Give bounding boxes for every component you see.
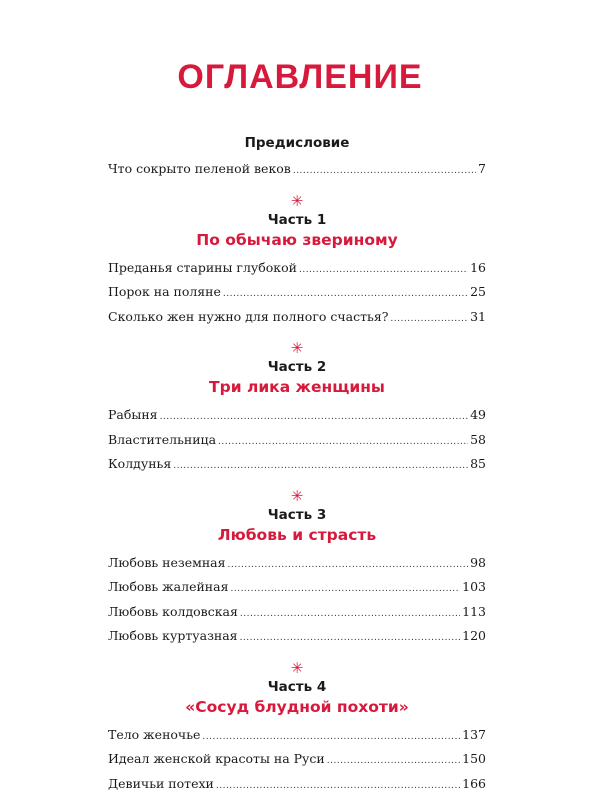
entry-title: Идеал женской красоты на Руси [108,748,325,770]
entry-title: Любовь неземная [108,552,226,574]
entry-title: Рабыня [108,404,158,426]
toc-entry[interactable] [108,453,486,478]
entry-page: 58 [470,429,486,451]
preface-heading: Предисловие [108,135,486,152]
toc-entry[interactable] [108,724,486,749]
dot-leader [293,161,476,183]
entry-title: Любовь жалейная [108,576,228,598]
toc-entry[interactable] [108,601,486,626]
preface-section [108,135,486,183]
part-title: «Сосуд блудной похоти» [108,696,486,718]
entry-page: 137 [462,724,486,746]
toc-entry[interactable] [108,404,486,429]
part-title: Любовь и страсть [108,524,486,546]
table-of-contents [108,135,486,797]
entry-page: 166 [462,773,486,795]
dot-leader [230,579,460,601]
dot-leader [240,628,461,650]
part-label: Часть 4 [108,679,486,696]
entry-page: 120 [462,625,486,647]
entry-page: 113 [462,601,486,623]
dot-leader [327,751,460,773]
separator-asterisk-icon: ✳ [108,193,486,209]
entry-page: 103 [462,576,486,598]
entry-page: 98 [470,552,486,574]
separator-asterisk-icon: ✳ [108,660,486,676]
dot-leader [160,407,469,429]
toc-entry[interactable] [108,576,486,601]
dot-leader [228,555,469,577]
dot-leader [299,260,468,282]
toc-entry[interactable] [108,625,486,650]
part-title: По обычаю звериному [108,229,486,251]
entry-page: 25 [470,281,486,303]
entry-page: 31 [470,306,486,328]
part-label: Часть 1 [108,212,486,229]
entry-title: Тело женочье [108,724,200,746]
dot-leader [202,727,460,749]
entry-page: 85 [470,453,486,475]
dot-leader [216,776,460,797]
entry-title: Девичьи потехи [108,773,214,795]
dot-leader [218,432,468,454]
part-label: Часть 3 [108,507,486,524]
entry-page: 49 [470,404,486,426]
entry-title: Сколько жен нужно для полного счастья? [108,306,388,328]
part-3-section [108,507,486,650]
dot-leader [390,309,468,331]
toc-entry[interactable] [108,429,486,454]
entry-title: Любовь колдовская [108,601,238,623]
entry-title: Колдунья [108,453,171,475]
toc-entry[interactable] [108,306,486,331]
toc-entry[interactable] [108,748,486,773]
part-1-section [108,212,486,331]
dot-leader [173,456,468,478]
dot-leader [240,604,460,626]
entry-title: Любовь куртуазная [108,625,238,647]
entry-title: Властительница [108,429,216,451]
part-2-section [108,359,486,478]
toc-entry[interactable] [108,158,486,183]
separator-asterisk-icon: ✳ [108,488,486,504]
entry-title: Преданья старины глубокой [108,257,297,279]
part-title: Три лика женщины [108,376,486,398]
entry-title: Порок на поляне [108,281,221,303]
entry-title: Что сокрыто пеленой веков [108,158,291,180]
page-title: ОГЛАВЛЕНИЕ [0,58,600,97]
part-4-section [108,679,486,797]
entry-page: 150 [462,748,486,770]
toc-entry[interactable] [108,773,486,797]
toc-entry[interactable] [108,552,486,577]
toc-entry[interactable] [108,281,486,306]
toc-entry[interactable] [108,257,486,282]
separator-asterisk-icon: ✳ [108,340,486,356]
entry-page: 16 [470,257,486,279]
dot-leader [223,284,468,306]
entry-page: 7 [478,158,486,180]
part-label: Часть 2 [108,359,486,376]
